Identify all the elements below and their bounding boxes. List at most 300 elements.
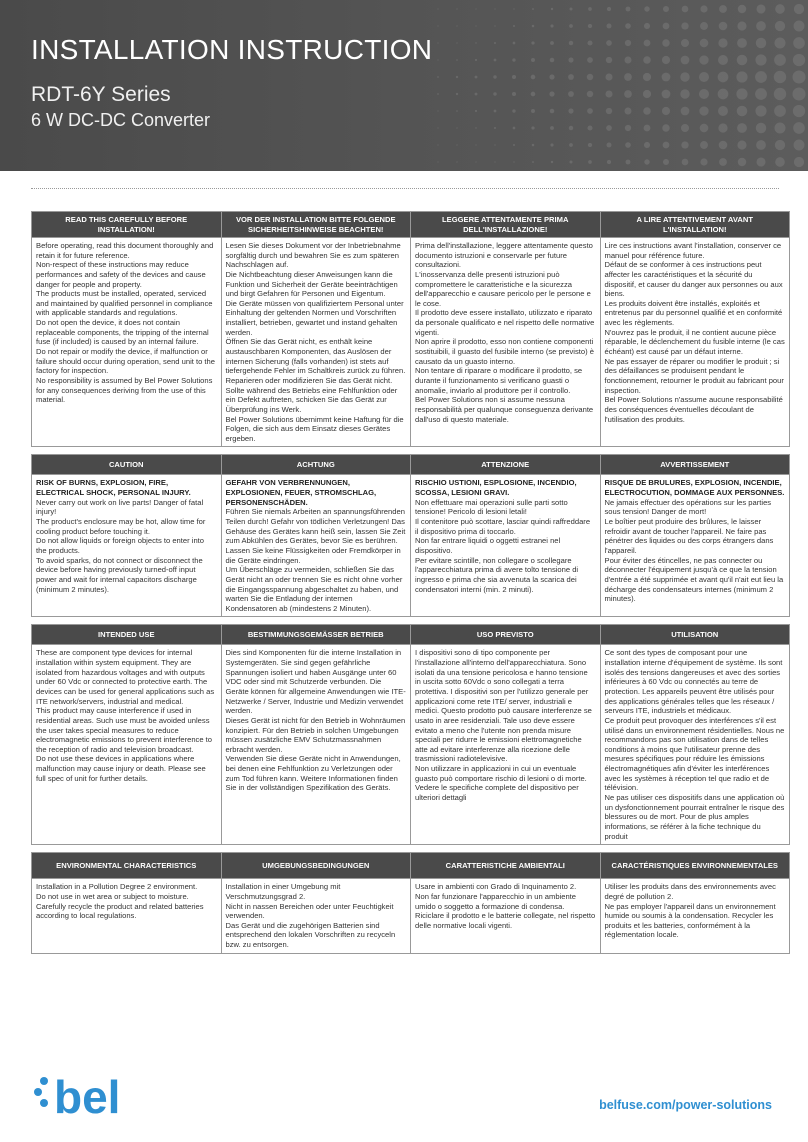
text-cell-de <box>221 645 411 845</box>
pattern-dot <box>662 107 670 115</box>
pattern-dot <box>644 6 649 11</box>
pattern-dot <box>569 126 573 130</box>
header-cell-it: LEGGERE ATTENTAMENTE PRIMA DELL'INSTALLAZIONE! <box>411 212 601 238</box>
pattern-dot <box>606 125 612 131</box>
pattern-dot <box>794 21 805 32</box>
section-body-row <box>32 879 790 953</box>
pattern-dot <box>662 124 669 131</box>
pattern-dot <box>456 59 458 61</box>
pattern-dot <box>494 161 495 162</box>
pattern-dot <box>493 92 496 95</box>
paragraph: RISQUE DE BRULURES, EXPLOSION, INCENDIE, ELECTROCUTION, DOMMAGE AUX PERSONNES. <box>604 478 785 498</box>
pattern-dot <box>718 123 727 132</box>
pattern-dot <box>756 140 766 150</box>
pattern-dot <box>456 8 457 9</box>
pattern-dot <box>605 90 612 97</box>
paragraph: Do not use these devices in applications where malfunction may cause injury or death. Please see full spec of unit for further details. <box>36 754 206 783</box>
pattern-dot <box>737 140 746 149</box>
paragraph: Um Überschläge zu vermeiden, schließen Sie das Gerät nicht an oder trennen Sie es nicht ohne vorher die Eingangsspannung abgeschaltet zu haben, und warten Sie die Entladung der internen Kondensatoren ab (mindestens 2 Minuten). <box>225 565 403 613</box>
pattern-dot <box>513 25 515 27</box>
header-cell-fr: CARACTÉRISTIQUES ENVIRONNEMENTALES <box>600 853 790 879</box>
paragraph: L'inosservanza delle presenti istruzioni può compromettere le caratteristiche e la sicurezza dell'apparecchio e causare pericolo per le persone e le cose. <box>415 269 591 308</box>
paragraph: Ne pas employer l'appareil dans un environnement humide ou soumis à la condensation. Recycler les produits et les batteries, conformément à la réglementation locale. <box>604 901 776 940</box>
header-cell-fr: UTILISATION <box>600 625 790 645</box>
pattern-dot <box>532 8 534 10</box>
pattern-dot <box>568 91 574 97</box>
pattern-dot <box>550 41 554 45</box>
paragraph: To avoid sparks, do not connect or disconnect the device before having previously turned-off input power and wait for internal capacitors discharge (minimum 2 minutes). <box>36 555 203 594</box>
text-cell-it <box>411 475 601 617</box>
pattern-dot <box>644 125 651 132</box>
pattern-dot <box>531 92 536 97</box>
text-cell-en <box>32 879 222 953</box>
pattern-dot <box>512 58 515 61</box>
pattern-dot <box>607 24 612 29</box>
header-cell-en: INTENDED USE <box>32 625 222 645</box>
paragraph: Bel Power Solutions non si assume nessuna responsabilità per qualunque conseguenza derivante dall'uso di questo materiale. <box>415 395 594 424</box>
pattern-dot <box>475 42 476 43</box>
section-body-row <box>32 645 790 845</box>
pattern-dot <box>625 108 632 115</box>
pattern-dot <box>663 142 670 149</box>
paragraph: Dieses Gerät ist nicht für den Betrieb in Wohnräumen konzipiert. Für den Betrieb in solchen Umgebungen müssen zusätzliche EMV Schutzmassnahmen erbracht werden. <box>225 715 406 754</box>
paragraph: Reparieren oder modifizieren Sie das Gerät nicht. Sollte während des Betriebs eine Fehlfunktion oder ein Defekt auftreten, schicken Sie das Gerät zur Überprüfung ins Werk. <box>225 375 398 414</box>
pattern-dot <box>588 24 592 28</box>
pattern-dot <box>755 105 766 116</box>
paragraph: Do not use in wet area or subject to moisture. <box>36 891 189 901</box>
pattern-dot <box>531 126 534 129</box>
pattern-dot <box>456 144 457 145</box>
text-cell-it <box>411 645 601 845</box>
pattern-dot <box>550 58 555 63</box>
pattern-dot <box>755 71 767 83</box>
paragraph: Il prodotto deve essere installato, utilizzato e riparato da personale qualificato e nel rispetto delle normative vigenti. <box>415 308 595 337</box>
paragraph: Führen Sie niemals Arbeiten an spannungsführenden Teilen durch! Gefahr von tödlichen Verletzungen! Das Gehäuse des Gerätes kann heiß sein, lassen Sie Zeit zum Abkühlen des Gerätes, bevor Sie es berühren. <box>225 507 406 546</box>
pattern-dot <box>738 158 746 166</box>
pattern-dot <box>437 93 439 95</box>
pattern-dot <box>643 73 651 81</box>
pattern-dot <box>625 142 631 148</box>
header-cell-it: CARATTERISTICHE AMBIENTALI <box>411 853 601 879</box>
paragraph: Non-respect of these instructions may reduce performances and safety of the devices and cause danger for people and property. <box>36 260 206 289</box>
pattern-dot <box>736 88 747 99</box>
pattern-dot <box>681 56 690 65</box>
pattern-dot <box>587 40 592 45</box>
page-title: INSTALLATION INSTRUCTION <box>31 34 433 65</box>
pattern-dot <box>775 157 785 167</box>
paragraph: Before operating, read this document thoroughly and retain it for future reference. <box>36 241 214 260</box>
pattern-dot <box>700 22 708 30</box>
pattern-dot <box>551 161 553 163</box>
pattern-dot <box>794 140 805 151</box>
pattern-dot <box>663 23 670 30</box>
paragraph: Non effettuare mai operazioni sulle parti sotto tensione! Pericolo di lesioni letali! <box>415 497 568 517</box>
logo-dot-1 <box>40 1077 48 1085</box>
paragraph: Ce sont des types de composant pour une installation interne d'équipement de système. Ils sont isolés des tensions dangereuses et avec des sorties inférieures à 60 Vdc ou connectés au terre de protection. Les appareils peuvent être utilisés pour des applications générales telles que les réseaux / serveurs ITE, industriels et médicaux. <box>604 648 783 716</box>
paragraph: Bel Power Solutions n'assume aucune responsabilité des conséquences éventuelles découlant de l'utilisation des produits. <box>604 395 783 424</box>
pattern-dot <box>437 42 438 43</box>
pattern-dot <box>475 93 478 96</box>
paragraph: The product's enclosure may be hot, allow time for cooling product before touching it. <box>36 517 206 536</box>
paragraph: Do not repair or modify the device, if malfunction or failure should occur during operation, send unit to the factory for inspection. <box>36 347 215 376</box>
header-cell-de: UMGEBUNGSBEDINGUNGEN <box>221 853 411 879</box>
paragraph: Lesen Sie dieses Dokument vor der Inbetriebnahme sorgfältig durch und bewahren Sie es zum späteren Nachschlagen auf. <box>225 241 401 270</box>
pattern-dot <box>700 5 707 12</box>
pattern-dot <box>719 22 728 31</box>
pattern-dot <box>437 8 438 9</box>
pattern-dot <box>549 91 554 96</box>
text-cell-it <box>411 238 601 447</box>
text-cell-it <box>411 879 601 953</box>
pattern-dot <box>700 39 709 48</box>
header-cell-en: READ THIS CAREFULLY BEFORE INSTALLATION! <box>32 212 222 238</box>
pattern-dot <box>719 141 728 150</box>
paragraph: Die Geräte müssen von qualifiziertem Personal unter Einhaltung der geltenden Normen und Vorschriften installiert, betrieben, gewartet und instand gehalten werden. <box>225 298 404 337</box>
pattern-dot <box>625 57 632 64</box>
pattern-dot <box>513 42 516 45</box>
pattern-dot <box>551 8 553 10</box>
pattern-dot <box>718 89 729 100</box>
paragraph: The products must be installed, operated, serviced and maintained by qualified personnel in compliance with applicable standards and regulations. <box>36 289 213 318</box>
pattern-dot <box>531 109 535 113</box>
paragraph: Il contenitore può scottare, lasciar quindi raffreddare il dispositivo prima di toccarlo. <box>415 517 591 536</box>
header-cell-it: USO PREVISTO <box>411 625 601 645</box>
product-subtitle: 6 W DC-DC Converter <box>31 110 211 130</box>
paragraph: Do not allow liquids or foreign objects to enter into the products. <box>36 536 205 555</box>
pattern-dot <box>644 142 650 148</box>
dotted-divider <box>31 188 779 189</box>
paragraph: GEFAHR VON VERBRENNUNGEN, EXPLOSIONEN, FEUER, STROMSCHLAG, PERSONENSCHÄDEN. <box>225 478 377 507</box>
paragraph: Carefully recycle the product and related batteries according to local regulations. <box>36 901 204 921</box>
pattern-dot <box>607 143 612 148</box>
paragraph: Installation in einer Umgebung mit Verschmutzungsgrad 2. <box>225 882 341 901</box>
pattern-dot <box>569 41 573 45</box>
paragraph: RISK OF BURNS, EXPLOSION, FIRE, ELECTRICAL SHOCK, PERSONAL INJURY. <box>36 478 191 498</box>
pattern-dot <box>626 160 631 165</box>
pattern-dot <box>512 92 516 96</box>
pattern-dot <box>718 55 728 65</box>
pattern-dot <box>774 88 786 100</box>
pattern-dot <box>494 59 497 62</box>
pattern-dot <box>569 143 573 147</box>
pattern-dot <box>494 8 495 9</box>
pattern-dot <box>568 74 574 80</box>
pattern-dot <box>644 23 650 29</box>
paragraph: Le boîtier peut produire des brûlures, le laisser refroidir avant de toucher l'appareil. Ne faire pas pénétrer des liquides ou des corps étrangers dans l'appareil. <box>604 517 774 555</box>
pattern-dot <box>456 42 457 43</box>
dot-pattern-decoration <box>428 0 808 171</box>
paragraph: Utiliser les produits dans des environnements avec degré de pollution 2. <box>604 882 776 901</box>
footer-url[interactable]: belfuse.com/power-solutions <box>599 1098 772 1112</box>
header-cell-en: ENVIRONMENTAL CHARACTERISTICS <box>32 853 222 879</box>
pattern-dot <box>550 109 555 114</box>
header-cell-it: ATTENZIONE <box>411 455 601 475</box>
pattern-dot <box>456 161 457 162</box>
pattern-dot <box>755 88 767 100</box>
pattern-dot <box>662 39 669 46</box>
paragraph: Pour éviter des étincelles, ne pas connecter ou déconnecter l'équipement jusqu'à ce que la tension d'entrée a été supprimée et avant qu'il n'ait eut lieu la décharge des condensateurs internes (minimum 2 minutes). <box>604 555 784 604</box>
paragraph: Défaut de se conformer à ces instructions peut affecter les caractéristiques et la sécurité du dispositif, et causer du danger aux personnes ou aux biens. <box>604 260 783 299</box>
pattern-dot <box>736 71 747 82</box>
pattern-dot <box>456 25 457 26</box>
pattern-dot <box>550 143 553 146</box>
pattern-dot <box>663 159 669 165</box>
pattern-dot <box>493 75 496 78</box>
bel-logo <box>30 1065 150 1125</box>
section-header-row <box>32 212 790 238</box>
header-cell-fr: AVVERTISSEMENT <box>600 455 790 475</box>
paragraph: Les produits doivent être installés, exploités et entretenus par du personnel qualifié et en conformité avec les règlements. <box>604 298 783 328</box>
pattern-dot <box>663 6 669 12</box>
product-series: RDT-6Y Series <box>31 83 171 106</box>
pattern-dot <box>682 6 689 13</box>
pattern-dot <box>606 108 612 114</box>
pattern-dot <box>606 40 612 46</box>
pattern-dot <box>775 21 785 31</box>
pattern-dot <box>718 38 727 47</box>
header-cell-fr: A LIRE ATTENTIVEMENT AVANT L'INSTALLATION! <box>600 212 790 238</box>
pattern-dot <box>719 158 727 166</box>
pattern-dot <box>680 72 689 81</box>
paragraph: N'ouvrez pas le produit, il ne contient aucune pièce réparable, le déclenchement du fusible interne (le cas échéant) est causé par un défaut interne. <box>604 327 785 357</box>
pattern-dot <box>456 76 458 78</box>
pattern-dot <box>569 24 573 28</box>
pattern-dot <box>625 23 631 29</box>
pattern-dot <box>512 75 516 79</box>
text-cell-en <box>32 238 222 447</box>
pattern-dot <box>643 90 651 98</box>
pattern-dot <box>700 158 707 165</box>
pattern-dot <box>775 140 785 150</box>
paragraph: Ne jamais effectuer des opérations sur les parties sous tension! Danger de mort! <box>604 497 772 517</box>
pattern-dot <box>774 71 786 83</box>
header-cell-de: BESTIMMUNGSGEMÄSSER BETRIEB <box>221 625 411 645</box>
pattern-dot <box>774 37 785 48</box>
pattern-dot <box>513 161 514 162</box>
pattern-dot <box>531 41 534 44</box>
pattern-dot <box>437 59 438 60</box>
pattern-dot <box>719 5 727 13</box>
pattern-dot <box>756 4 765 13</box>
pattern-dot <box>437 161 438 162</box>
paragraph: Lassen Sie keine Flüssigkeiten oder Fremdkörper in die Geräte eindringen. <box>225 545 401 565</box>
pattern-dot <box>738 5 746 13</box>
paragraph: Dies sind Komponenten für die interne Installation in Systemgeräten. Sie sind gegen gefährliche Spannungen isoliert und haben Ausgänge unter 60 VDC oder sind mit Schutzerde verbunden. Die Geräte können für allgemeine Anwendungen wie ITE-Netzwerke / Server, Industrie und Medizin verwendet werden. <box>225 648 406 716</box>
pattern-dot <box>737 106 748 117</box>
paragraph: These are component type devices for internal installation within system equipment. They are isolated from hazardous voltages and with outputs under 60 Vdc or connected to protective earth. The devices can be used for general applications such as ITE network/servers, industrial and medical. <box>36 648 215 706</box>
pattern-dot <box>774 54 786 66</box>
pattern-dot <box>737 38 747 48</box>
section-body-row <box>32 475 790 617</box>
paragraph: Öffnen Sie das Gerät nicht, es enthält keine austauschbaren Komponenten, das Auslösen der internen Sicherung (falls vorhanden) ist stets auf tiefergehende Fehler im Schaltkreis zurück zu führen. <box>225 337 406 376</box>
pattern-dot <box>475 127 476 128</box>
pattern-dot <box>700 141 708 149</box>
paragraph: Per evitare scintille, non collegare o scollegare l'apparecchiatura prima di avere tolto tensione di ingresso e prima che sia avvenuta la scarica dei condensatori interni (min. 2 minuti). <box>415 555 579 594</box>
paragraph: Lire ces instructions avant l'installation, conserver ce manuel pour référence future. <box>604 241 782 260</box>
paragraph: RISCHIO USTIONI, ESPLOSIONE, INCENDIO, SCOSSA, LESIONI GRAVI. <box>415 478 577 498</box>
instruction-table <box>31 211 790 954</box>
paragraph: No responsibility is assumed by Bel Power Solutions for any consequences deriving from the use of this material. <box>36 375 213 405</box>
pattern-dot <box>437 144 438 145</box>
pattern-dot <box>756 157 765 166</box>
pattern-dot <box>644 159 649 164</box>
pattern-dot <box>475 144 476 145</box>
pattern-dot <box>699 106 708 115</box>
pattern-dot <box>587 74 593 80</box>
pattern-dot <box>512 109 515 112</box>
pattern-dot <box>437 76 439 78</box>
pattern-dot <box>774 105 786 117</box>
pattern-dot <box>755 54 766 65</box>
text-cell-en <box>32 645 222 845</box>
paragraph: Ce produit peut provoquer des interférences s'il est utilisé dans un environnement résidentielles. Nous ne recommandons pas son utilisation dans de telles conditions à moins que l'utilisateur prenne des mesures spécifiques pour réduire les émissions électromagnétiques afin d'éviter les interférences avec les systèmes à réception tel que radio et de télévision. <box>604 715 785 793</box>
pattern-dot <box>756 21 766 31</box>
pattern-dot <box>550 24 553 27</box>
pattern-dot <box>532 144 535 147</box>
pattern-dot <box>718 72 729 83</box>
pattern-dot <box>643 56 651 64</box>
pattern-dot <box>775 4 785 14</box>
pattern-dot <box>662 73 671 82</box>
paragraph: Die Nichtbeachtung dieser Anweisungen kann die Funktion und Sicherheit der Geräte beeinträchtigen und birgt Gefahren für Personen und Eigentum. <box>225 269 398 299</box>
pattern-dot <box>681 39 689 47</box>
logo-wordmark: bel <box>54 1071 121 1123</box>
text-cell-de <box>221 238 411 447</box>
header-banner <box>0 0 808 171</box>
pattern-dot <box>624 73 632 81</box>
paragraph: Verwenden Sie diese Geräte nicht in Anwendungen, bei denen eine Fehlfunktion zu Verletzungen oder zum Tod führen kann. Weitere Informationen finden Sie in der vollständigen Spezifikation des Geräts. <box>225 754 401 793</box>
pattern-dot <box>569 7 572 10</box>
text-cell-fr <box>600 879 790 953</box>
pattern-dot <box>793 122 805 134</box>
pattern-dot <box>793 105 805 117</box>
paragraph: This product may cause interference if used in residential areas. Such use must be avoided unless the user takes special measures to reduce electromagnetic emissions to prevent interference to the reception of radio and television broadcast. <box>36 706 213 754</box>
paragraph: Prima dell'installazione, leggere attentamente questo documento istruzioni e conservarle per future consultazioni. <box>415 241 593 270</box>
paragraph: Do not open the device, it does not contain replaceable components, the tripping of the internal fuse (if included) is caused by an internal failure. <box>36 318 209 347</box>
pattern-dot <box>792 70 805 83</box>
paragraph: Nicht in nassen Bereichen oder unter Feuchtigkeit verwenden. <box>225 901 394 921</box>
pattern-dot <box>532 25 535 28</box>
pattern-dot <box>756 38 766 48</box>
pattern-dot <box>718 106 728 116</box>
pattern-dot <box>626 7 631 12</box>
section-header-row <box>32 455 790 475</box>
header-cell-de: ACHTUNG <box>221 455 411 475</box>
pattern-dot <box>513 8 514 9</box>
section-body-row <box>32 238 790 447</box>
pattern-dot <box>588 143 592 147</box>
pattern-dot <box>568 57 573 62</box>
pattern-dot <box>662 56 670 64</box>
pattern-dot <box>494 42 496 44</box>
pattern-dot <box>494 127 496 129</box>
pattern-dot <box>700 124 709 133</box>
pattern-dot <box>456 110 458 112</box>
logo-dot-3 <box>40 1099 48 1107</box>
pattern-dot <box>737 55 748 66</box>
text-cell-en <box>32 475 222 617</box>
text-cell-fr <box>600 645 790 845</box>
pattern-dot <box>737 21 746 30</box>
pattern-dot <box>437 25 438 26</box>
pattern-dot <box>699 55 708 64</box>
pattern-dot <box>681 124 689 132</box>
logo-dot-2 <box>34 1088 42 1096</box>
paragraph: I dispositivi sono di tipo componente per l'installazione all'interno dell'apparecchiatura. Sono isolati da una tensione pericolosa e hanno tensione in uscita sotto 60Vdc o sono collegati a terra protettiva. I dispositivi son per l'utilizzo generale per applicazioni come rete ITE/ server, industriali e medici. Questo prodotto può causare interferenze se usato in aree residenziali. Tale uso deve essere evitato a meno che l'utente non prenda misure speciali per ridurre le emissioni elettromagnetiche atte ad evitare interferenze alla ricezione delle trasmissioni radiotelevisive. <box>415 648 592 764</box>
paragraph: Non far entrare liquidi o oggetti estranei nel dispositivo. <box>415 536 561 555</box>
pattern-dot <box>794 157 804 167</box>
pattern-dot <box>624 90 632 98</box>
pattern-dot <box>475 76 478 79</box>
pattern-dot <box>681 141 688 148</box>
paragraph: Non far funzionare l'apparecchio in un ambiente umido o soggetto a formazione di condensa. <box>415 891 577 911</box>
pattern-dot <box>699 72 709 82</box>
pattern-dot <box>475 59 477 61</box>
pattern-dot <box>606 57 612 63</box>
text-cell-fr <box>600 238 790 447</box>
pattern-dot <box>643 107 651 115</box>
text-cell-de <box>221 879 411 953</box>
pattern-dot <box>644 40 651 47</box>
pattern-dot <box>774 122 785 133</box>
pattern-dot <box>475 8 476 9</box>
pattern-dot <box>587 91 593 97</box>
paragraph: Installation in a Pollution Degree 2 environment. <box>36 882 198 892</box>
paragraph: Non aprire il prodotto, esso non contiene componenti sostituibili, il guasto del fusibile interno (se previsto) è causato da un guasto interno. <box>415 337 594 366</box>
pattern-dot <box>699 89 709 99</box>
pattern-dot <box>568 108 573 113</box>
pattern-dot <box>607 7 611 11</box>
pattern-dot <box>475 110 477 112</box>
pattern-dot <box>737 123 747 133</box>
pattern-dot <box>550 126 554 130</box>
paragraph: Riciclare il prodotto e le batterie collegate, nel rispetto delle normative locali vigenti. <box>415 911 596 930</box>
pattern-dot <box>662 90 671 99</box>
section-header-row <box>32 853 790 879</box>
pattern-dot <box>494 110 497 113</box>
text-cell-fr <box>600 475 790 617</box>
pattern-dot <box>756 123 766 133</box>
pattern-dot <box>793 37 805 49</box>
pattern-dot <box>587 125 592 130</box>
paragraph: Non utilizzare in applicazioni in cui un eventuale guasto può comportare rischio di lesioni o di morte. Vedere le specifiche complete del dispositivo per ulteriori dettagli <box>415 764 587 803</box>
text-cell-de <box>221 475 411 617</box>
pattern-dot <box>437 127 438 128</box>
pattern-dot <box>475 161 476 162</box>
pattern-dot <box>531 58 535 62</box>
pattern-dot <box>681 107 690 116</box>
pattern-dot <box>532 161 534 163</box>
pattern-dot <box>475 25 476 26</box>
header-cell-de: VOR DER INSTALLATION BITTE FOLGENDE SICHERHEITSHINWEISE BEACHTEN! <box>221 212 411 238</box>
pattern-dot <box>437 110 438 111</box>
pattern-dot <box>513 144 515 146</box>
paragraph: Ne pas utiliser ces dispositifs dans une application où un dysfonctionnement pourrait entraîner le risque des blessures ou de mort. Pour de plus amples informations, se référer à la fiche technique du produit <box>604 793 785 841</box>
pattern-dot <box>625 125 631 131</box>
pattern-dot <box>456 93 458 95</box>
pattern-dot <box>681 22 688 29</box>
header-cell-en: CAUTION <box>32 455 222 475</box>
pattern-dot <box>549 74 554 79</box>
pattern-dot <box>587 57 593 63</box>
paragraph: Bel Power Solutions übernimmt keine Haftung für die Folgen, die sich aus dem Einsatz dieses Gerätes ergeben. <box>225 414 404 443</box>
pattern-dot <box>792 87 805 100</box>
paragraph: Never carry out work on live parts! Danger of fatal injury! <box>36 497 204 517</box>
pattern-dot <box>587 108 593 114</box>
paragraph: Non tentare di riparare o modificare il prodotto, se durante il funzionamento si verificano guasti o anomalie, inviarlo al produttore per il controllo. <box>415 366 583 395</box>
paragraph: Ne pas essayer de réparer ou modifier le produit ; si des défaillances se produisent pendant le fonctionnement, retourner le produit au fabricant pour inspection. <box>604 356 784 395</box>
pattern-dot <box>494 25 495 26</box>
